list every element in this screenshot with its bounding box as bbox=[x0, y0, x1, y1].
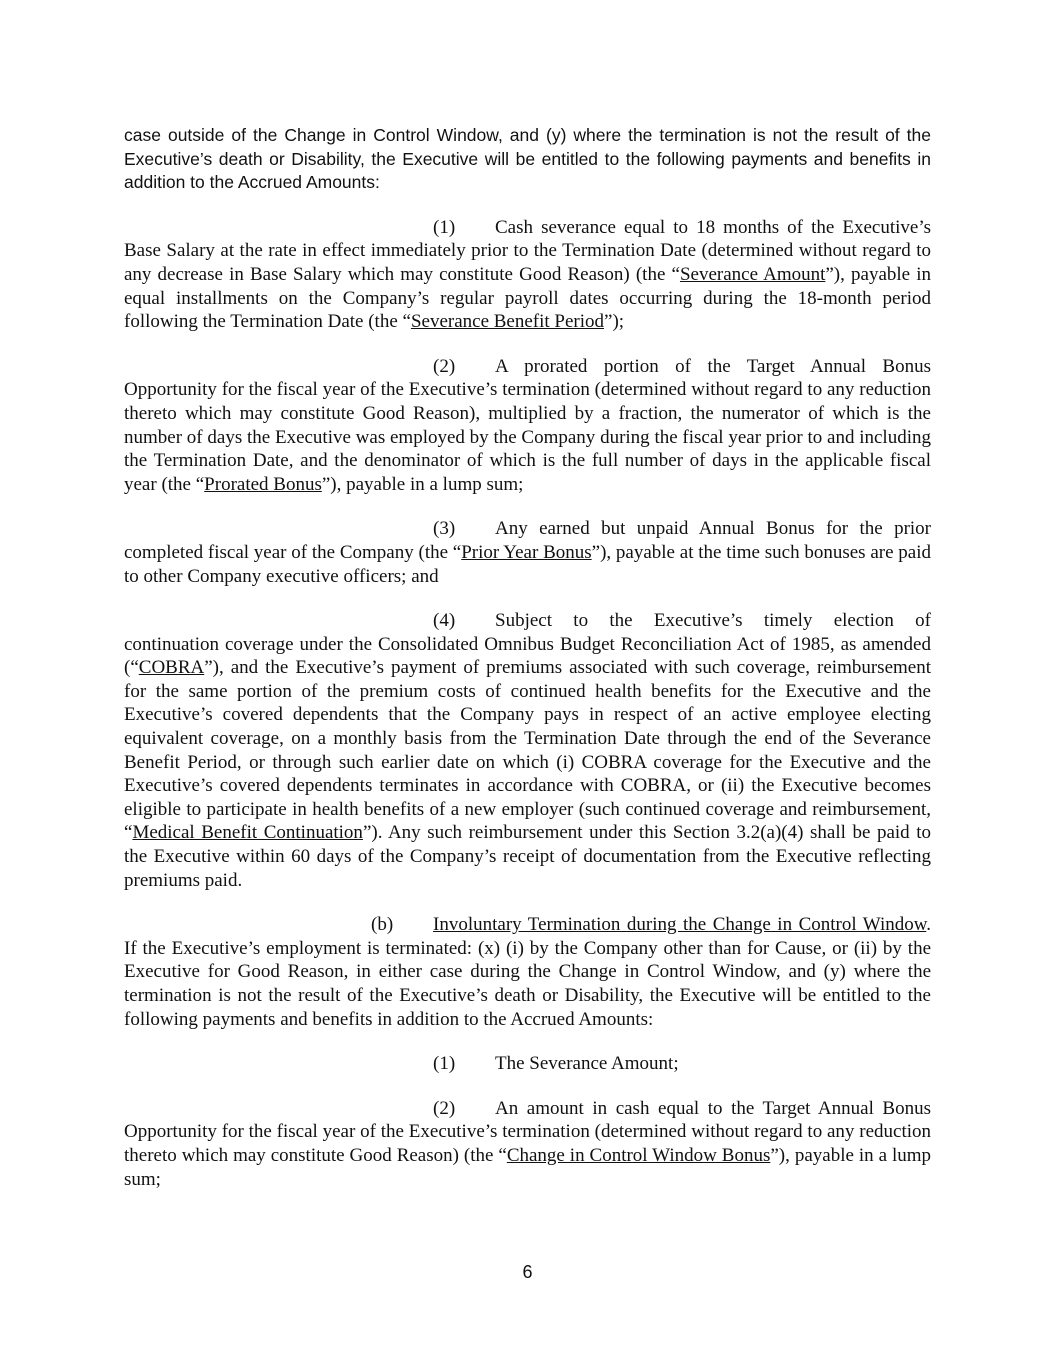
defined-term-cobra: COBRA bbox=[138, 657, 205, 679]
clause-a4 bbox=[124, 609, 931, 892]
clause-a3 bbox=[124, 517, 931, 588]
defined-term-change-in-control-window-bonus: Change in Control Window Bonus bbox=[506, 1144, 771, 1166]
clause-text: . If the Executive’s employment is terminated: (x) (i) by the Company other than for Cause, or (ii) by the Executive for Good Reason, in either case during the Change in Control Window, and (y) where the termination is not the result of the Executive’s death or Disability, the Executive will be entitled to the following payments and benefits in addition to the Accrued Amounts: bbox=[124, 914, 931, 1030]
clause-number: (1) bbox=[433, 216, 456, 238]
clause-number: (b) bbox=[371, 914, 394, 936]
clause-text: A prorated portion of the Target Annual Bonus Opportunity for the fiscal year of the Executive’s termination (determined without regard to any reduction thereto which may constitute Good Reason), multiplied by a fraction, the numerator of which is the number of days the Executive was employed by the Company during the fiscal year prior to and including the Termination Date, and the denominator of which is the full number of days in the applicable fiscal year (the “ bbox=[124, 355, 931, 495]
clause-text: An amount in cash equal to the Target Annual Bonus Opportunity for the fiscal year of the Executive’s termination (determined without regard to any reduction thereto which may constitute Good Reason) (the “ bbox=[124, 1097, 931, 1166]
clause-text: ”), payable in a lump sum; bbox=[124, 1144, 931, 1190]
clause-number: (4) bbox=[433, 610, 456, 632]
page-number: 6 bbox=[522, 1262, 533, 1282]
clause-text: Any earned but unpaid Annual Bonus for the prior completed fiscal year of the Company (the “ bbox=[124, 518, 931, 563]
defined-term-prorated-bonus: Prorated Bonus bbox=[204, 473, 322, 495]
intro-text: case outside of the Change in Control Window, and (y) where the termination is not the result of the Executive’s death or Disability, the Executive will be entitled to the following payments and benefits in addition to the Accrued Amounts: bbox=[124, 125, 931, 193]
clause-number: (2) bbox=[433, 1097, 456, 1119]
clause-number: (3) bbox=[433, 518, 456, 540]
clause-text: ”), and the Executive’s payment of premiums associated with such coverage, reimbursement for the same portion of the premium costs of continued health benefits for the Executive and the Executive’s covered dependents that the Company pays in respect of an active employee electing equivalent coverage, on a monthly basis from the Termination Date through the end of the Severance Benefit Period, or through such earlier date on which (i) COBRA coverage for the Executive and the Executive’s covered dependents terminates in accordance with COBRA, or (ii) the Executive becomes eligible to participate in health benefits of a new employer (such continued coverage and reimbursement, “ bbox=[124, 657, 931, 844]
clause-b1 bbox=[124, 1052, 931, 1076]
clause-number: (2) bbox=[433, 355, 456, 377]
defined-term-severance-benefit-period: Severance Benefit Period bbox=[410, 311, 605, 333]
clause-text: ”), payable at the time such bonuses are paid to other Company executive officers; and bbox=[124, 541, 931, 587]
clause-text: ”), payable in equal installments on the Company’s regular payroll dates occurring during the 18-month period following the Termination Date (the “ bbox=[124, 263, 931, 333]
clause-text: The Severance Amount; bbox=[495, 1053, 679, 1075]
defined-term-severance-amount: Severance Amount bbox=[679, 263, 826, 285]
section-heading: Involuntary Termination during the Change in Control Window bbox=[433, 914, 927, 936]
intro-paragraph bbox=[124, 124, 931, 195]
clause-text: Subject to the Executive’s timely election of continuation coverage under the Consolidated Omnibus Budget Reconciliation Act of 1985, as amended (“ bbox=[124, 610, 931, 679]
clause-text: ”), payable in a lump sum; bbox=[321, 473, 524, 495]
clause-text: ”); bbox=[604, 311, 625, 333]
clause-text: ”). Any such reimbursement under this Section 3.2(a)(4) shall be paid to the Executive within 60 days of the Company’s receipt of documentation from the Executive reflecting premiums paid. bbox=[124, 822, 931, 891]
clause-text: Cash severance equal to 18 months of the Executive’s Base Salary at the rate in effect immediately prior to the Termination Date (determined without regard to any decrease in Base Salary which may constitute Good Reason) (the “ bbox=[124, 216, 931, 285]
clause-b2 bbox=[124, 1097, 931, 1191]
document-page bbox=[124, 124, 931, 1212]
defined-term-medical-benefit-continuation: Medical Benefit Continuation bbox=[132, 822, 363, 844]
clause-a2 bbox=[124, 355, 931, 497]
clause-b bbox=[124, 913, 931, 1031]
defined-term-prior-year-bonus: Prior Year Bonus bbox=[461, 541, 592, 563]
clause-a1 bbox=[124, 216, 931, 334]
clause-number: (1) bbox=[433, 1053, 456, 1075]
